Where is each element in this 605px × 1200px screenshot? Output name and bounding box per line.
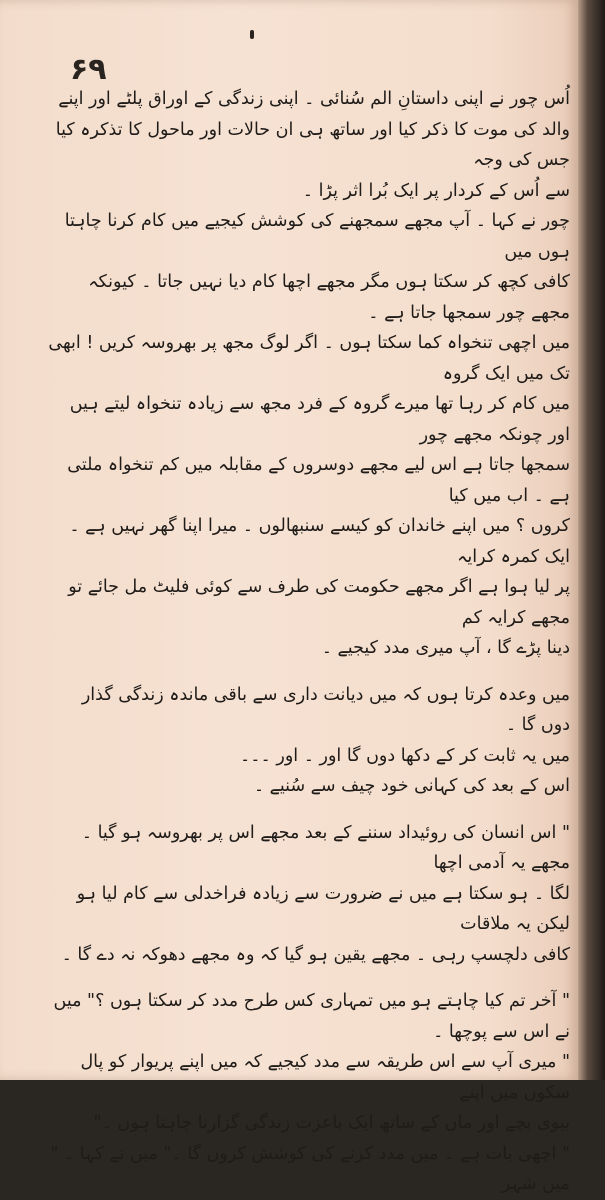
text-line: میں اچھی تنخواہ کما سکتا ہوں ۔ اگر لوگ مجھ پر بھروسہ کریں ! ابھی تک میں ایک گروہ xyxy=(48,333,570,384)
text-line: میں کام کر رہا تھا میرے گروہ کے فرد مجھ سے زیادہ تنخواہ لیتے ہیں اور چونکہ مجھے چور xyxy=(69,394,570,445)
text-line: " میری آپ سے اس طریقہ سے مدد کیجیے کہ میں اپنے پریوار کو پال سکوں میں اپنے xyxy=(80,1052,570,1103)
ink-mark xyxy=(250,30,254,39)
text-line: کروں ؟ میں اپنے خاندان کو کیسے سنبھالوں ۔ میرا اپنا گھر نہیں ہے ۔ ایک کمرہ کرایہ xyxy=(69,516,570,567)
book-spine-shadow xyxy=(578,0,605,1080)
text-line: " اچھی بات ہے ۔ میں مدد کرنے کی کوشش کروں گا ۔" میں نے کہا ۔ " میں شہر xyxy=(50,1143,570,1194)
text-line: دینا پڑے گا ، آپ میری مدد کیجیے ۔ xyxy=(321,638,570,658)
text-line: چور نے کہا ۔ آپ مجھے سمجھنے کی کوشش کیجیے میں کام کرنا چاہتا ہوں میں xyxy=(64,211,570,262)
body-text xyxy=(48,84,570,1200)
text-line: میں یہ ثابت کر کے دکھا دوں گا اور ۔ اور ۔۔۔ xyxy=(240,745,570,766)
text-line: " اس انسان کی روئیداد سننے کے بعد مجھے اس پر بھروسہ ہو گیا ۔ مجھے یہ آدمی اچھا xyxy=(81,822,570,873)
text-line: کافی کچھ کر سکتا ہوں مگر مجھے اچھا کام دیا نہیں جاتا ۔ کیونکہ مجھے چور سمجھا جاتا ہے ۔ xyxy=(88,272,570,323)
text-line: سے اُس کے کردار پر ایک بُرا اثر پڑا ۔ xyxy=(302,180,570,201)
text-line: " آخر تم کیا چاہتے ہو میں تمہاری کس طرح مدد کر سکتا ہوں ؟" میں نے اس سے پوچھا ۔ xyxy=(53,991,570,1042)
text-line: لگا ۔ ہو سکتا ہے میں نے ضرورت سے زیادہ فراخدلی سے کام لیا ہو لیکن یہ ملاقات xyxy=(76,883,570,934)
text-line: والد کی موت کا ذکر کیا اور ساتھ ہی ان حالات اور ماحول کا تذکرہ کیا جس کی وجہ xyxy=(55,119,570,170)
text-line: کافی دلچسپ رہی ۔ مجھے یقین ہو گیا کہ وہ مجھے دھوکہ نہ دے گا ۔ xyxy=(61,944,570,965)
text-line: بیوی بچے اور ماں کے ساتھ ایک باعزت زندگی گزارنا چاہتا ہوں ۔" xyxy=(93,1113,570,1133)
text-line: میں وعدہ کرتا ہوں کہ میں دیانت داری سے باقی ماندہ زندگی گذار دوں گا ۔ xyxy=(81,684,570,735)
page-number: ۶۹ xyxy=(70,52,107,87)
text-line: اُس چور نے اپنی داستانِ الم سُنائی ۔ اپنی زندگی کے اوراق پلٹے اور اپنے xyxy=(58,89,570,109)
text-line: پر لیا ہوا ہے اگر مجھے حکومت کی طرف سے کوئی فلیٹ مل جائے تو مجھے کرایہ کم xyxy=(68,577,570,628)
text-line: سمجھا جاتا ہے اس لیے مجھے دوسروں کے مقابلہ میں کم تنخواہ ملتی ہے ۔ اب میں کیا xyxy=(67,455,570,506)
text-line: اس کے بعد کی کہانی خود چیف سے سُنیے ۔ xyxy=(253,776,570,796)
